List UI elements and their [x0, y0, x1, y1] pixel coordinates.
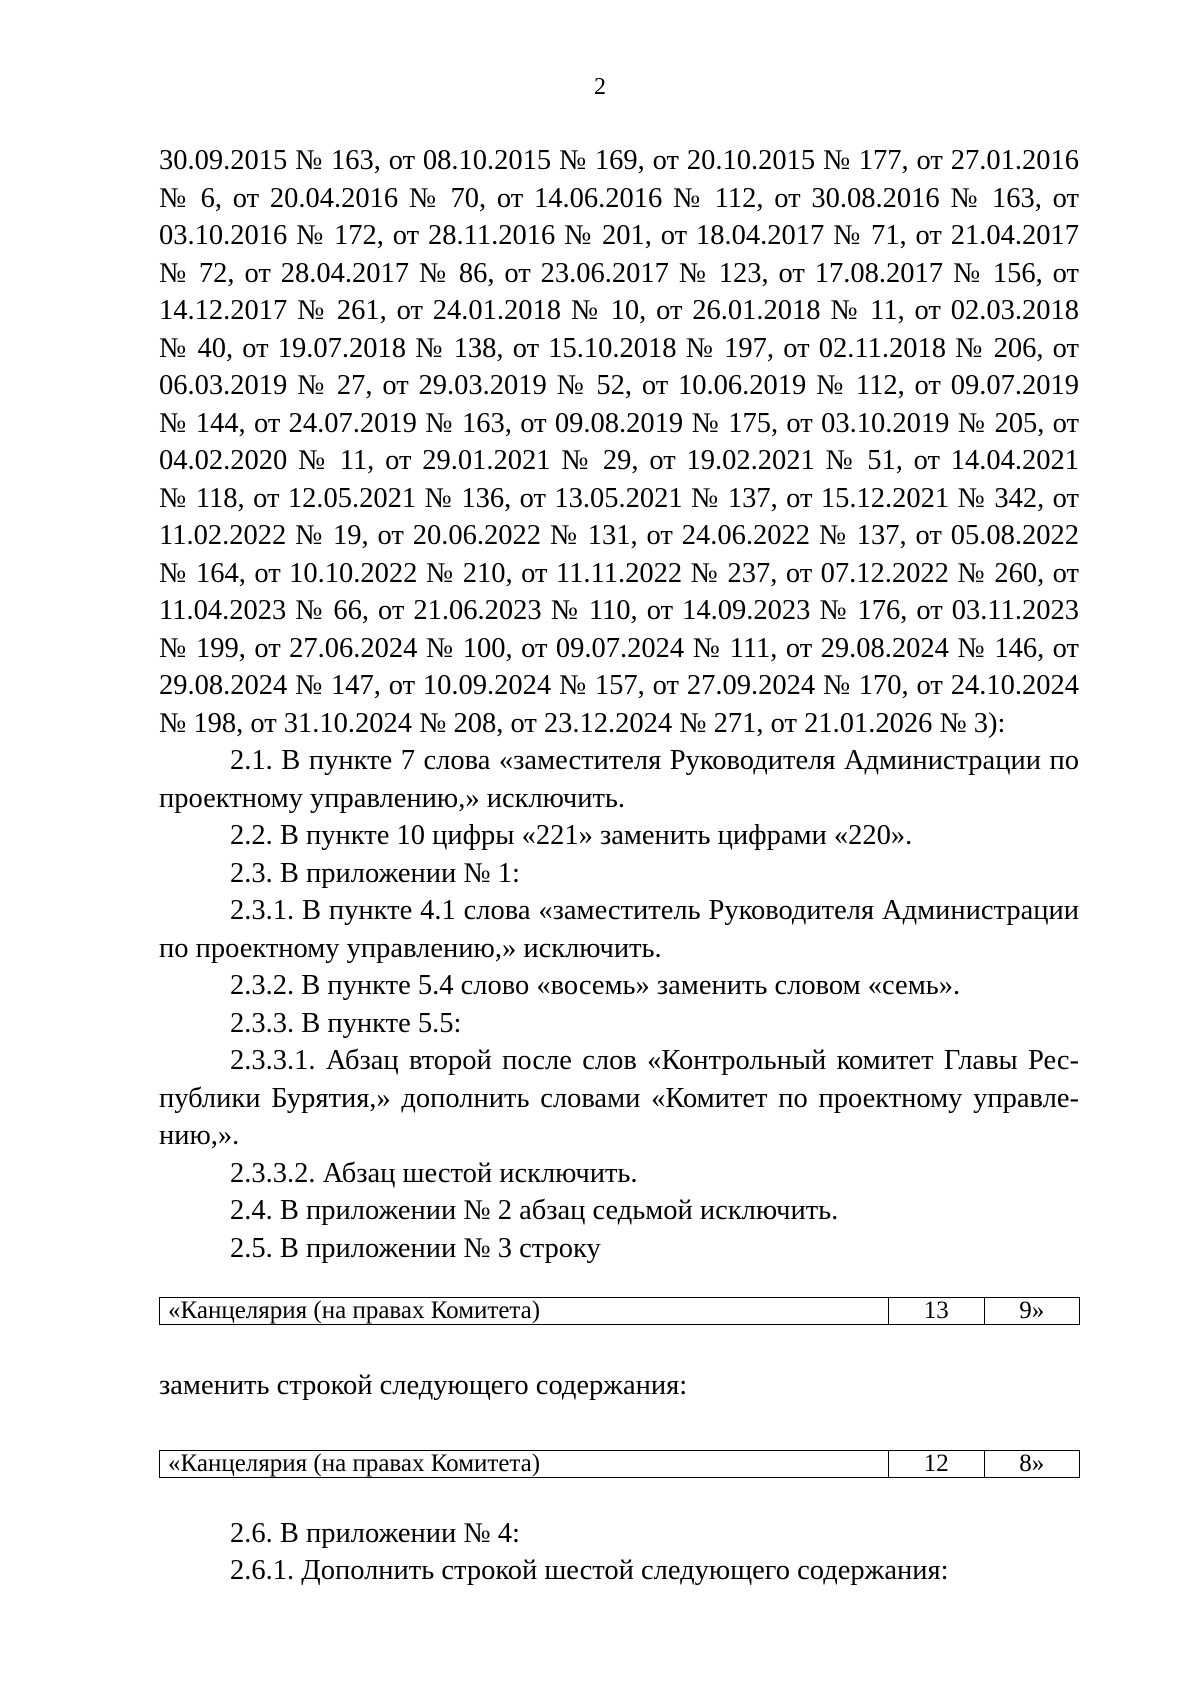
- text-line: 11.04.2023 № 66, от 21.06.2023 № 110, от 14.09.2023 № 176, от 03.11.2023: [159, 595, 1079, 626]
- text-line: 14.12.2017 № 261, от 24.01.2018 № 10, от 26.01.2018 № 11, от 02.03.2018: [159, 295, 1079, 326]
- text-line: 04.02.2020 № 11, от 29.01.2021 № 29, от 19.02.2021 № 51, от 14.04.2021: [159, 445, 1079, 476]
- table-row: [160, 1298, 1080, 1325]
- item-2-3-3-1-line2: публики Бурятия,» дополнить словами «Комитет по проектному управле-: [159, 1082, 1079, 1114]
- text-line: № 164, от 10.10.2022 № 210, от 11.11.2022 № 237, от 07.12.2022 № 260, от: [159, 557, 1079, 589]
- table-cell-name: «Канцелярия (на правах Комитета): [160, 1298, 889, 1325]
- document-body: [159, 142, 1079, 1590]
- table-cell-name: «Канцелярия (на правах Комитета): [160, 1450, 889, 1477]
- spacer: [159, 1478, 1079, 1515]
- item-2-6: 2.6. В приложении № 4:: [230, 1517, 520, 1549]
- table-row: [160, 1450, 1080, 1477]
- text-line: 30.09.2015 № 163, от 08.10.2015 № 169, от 20.10.2015 № 177, от 27.01.2016: [159, 145, 1079, 176]
- item-2-1-line1: 2.1. В пункте 7 слова «заместителя Руководителя Администрации по: [230, 745, 1079, 776]
- text-line: 11.02.2022 № 19, от 20.06.2022 № 131, от 24.06.2022 № 137, от 05.08.2022: [159, 520, 1079, 551]
- item-2-6-1: 2.6.1. Дополнить строкой шестой следующего содержания:: [230, 1555, 949, 1586]
- item-2-3-3-1-line3: нию,».: [159, 1120, 240, 1151]
- item-2-3-1-line1: 2.3.1. В пункте 4.1 слова «заместитель Руководителя Администрации: [230, 895, 1079, 926]
- table-cell-value: 13: [889, 1298, 985, 1325]
- item-2-4: 2.4. В приложении № 2 абзац седьмой исключить.: [230, 1195, 839, 1226]
- item-2-3-3-1: [159, 1042, 1079, 1155]
- item-2-3-1: [159, 892, 1079, 967]
- spacer: [159, 1267, 1079, 1297]
- item-2-5: 2.5. В приложении № 3 строку: [230, 1232, 601, 1264]
- item-2-1: [159, 742, 1079, 817]
- item-2-3-2: 2.3.2. В пункте 5.4 слово «восемь» заменить словом «семь».: [230, 970, 961, 1001]
- item-2-3: 2.3. В приложении № 1:: [230, 857, 520, 889]
- amendment-references: [159, 142, 1079, 742]
- item-2-3-1-line2: по проектному управлению,» исключить.: [159, 932, 662, 964]
- text-line: № 199, от 27.06.2024 № 100, от 09.07.2024 № 111, от 29.08.2024 № 146, от: [159, 632, 1079, 664]
- text-line: № 144, от 24.07.2019 № 163, от 09.08.2019 № 175, от 03.10.2019 № 205, от: [159, 407, 1079, 439]
- table-cell-value: 8»: [984, 1450, 1080, 1477]
- text-line: 03.10.2016 № 172, от 28.11.2016 № 201, от 18.04.2017 № 71, от 21.04.2017: [159, 220, 1079, 251]
- spacer: [159, 1325, 1079, 1367]
- text-line: № 6, от 20.04.2016 № 70, от 14.06.2016 № 112, от 30.08.2016 № 163, от: [159, 182, 1079, 214]
- table-old-row: [159, 1297, 1080, 1325]
- item-2-1-line2: проектному управлению,» исключить.: [159, 782, 626, 814]
- item-2-3-3: 2.3.3. В пункте 5.5:: [230, 1007, 462, 1039]
- text-line: № 118, от 12.05.2021 № 136, от 13.05.2021 № 137, от 15.12.2021 № 342, от: [159, 482, 1079, 514]
- table-cell-value: 9»: [984, 1298, 1080, 1325]
- replace-text: заменить строкой следующего содержания:: [159, 1370, 688, 1401]
- table-cell-value: 12: [889, 1450, 985, 1477]
- text-line: 29.08.2024 № 147, от 10.09.2024 № 157, от 27.09.2024 № 170, от 24.10.2024: [159, 670, 1079, 701]
- item-2-3-3-2: 2.3.3.2. Абзац шестой исключить.: [230, 1157, 638, 1189]
- text-line: 06.03.2019 № 27, от 29.03.2019 № 52, от 10.06.2019 № 112, от 09.07.2019: [159, 370, 1079, 401]
- text-line: № 72, от 28.04.2017 № 86, от 23.06.2017 № 123, от 17.08.2017 № 156, от: [159, 257, 1079, 289]
- page-number: 2: [594, 74, 606, 100]
- item-2-3-3-1-line1: 2.3.3.1. Абзац второй после слов «Контрольный комитет Главы Рес-: [230, 1045, 1079, 1076]
- spacer: [159, 1405, 1079, 1450]
- text-line: № 40, от 19.07.2018 № 138, от 15.10.2018 № 197, от 02.11.2018 № 206, от: [159, 332, 1079, 364]
- item-2-2: 2.2. В пункте 10 цифры «221» заменить цифрами «220».: [230, 820, 913, 851]
- text-line-last: № 198, от 31.10.2024 № 208, от 23.12.2024 № 271, от 21.01.2026 № 3):: [159, 707, 1006, 739]
- table-new-row: [159, 1450, 1080, 1478]
